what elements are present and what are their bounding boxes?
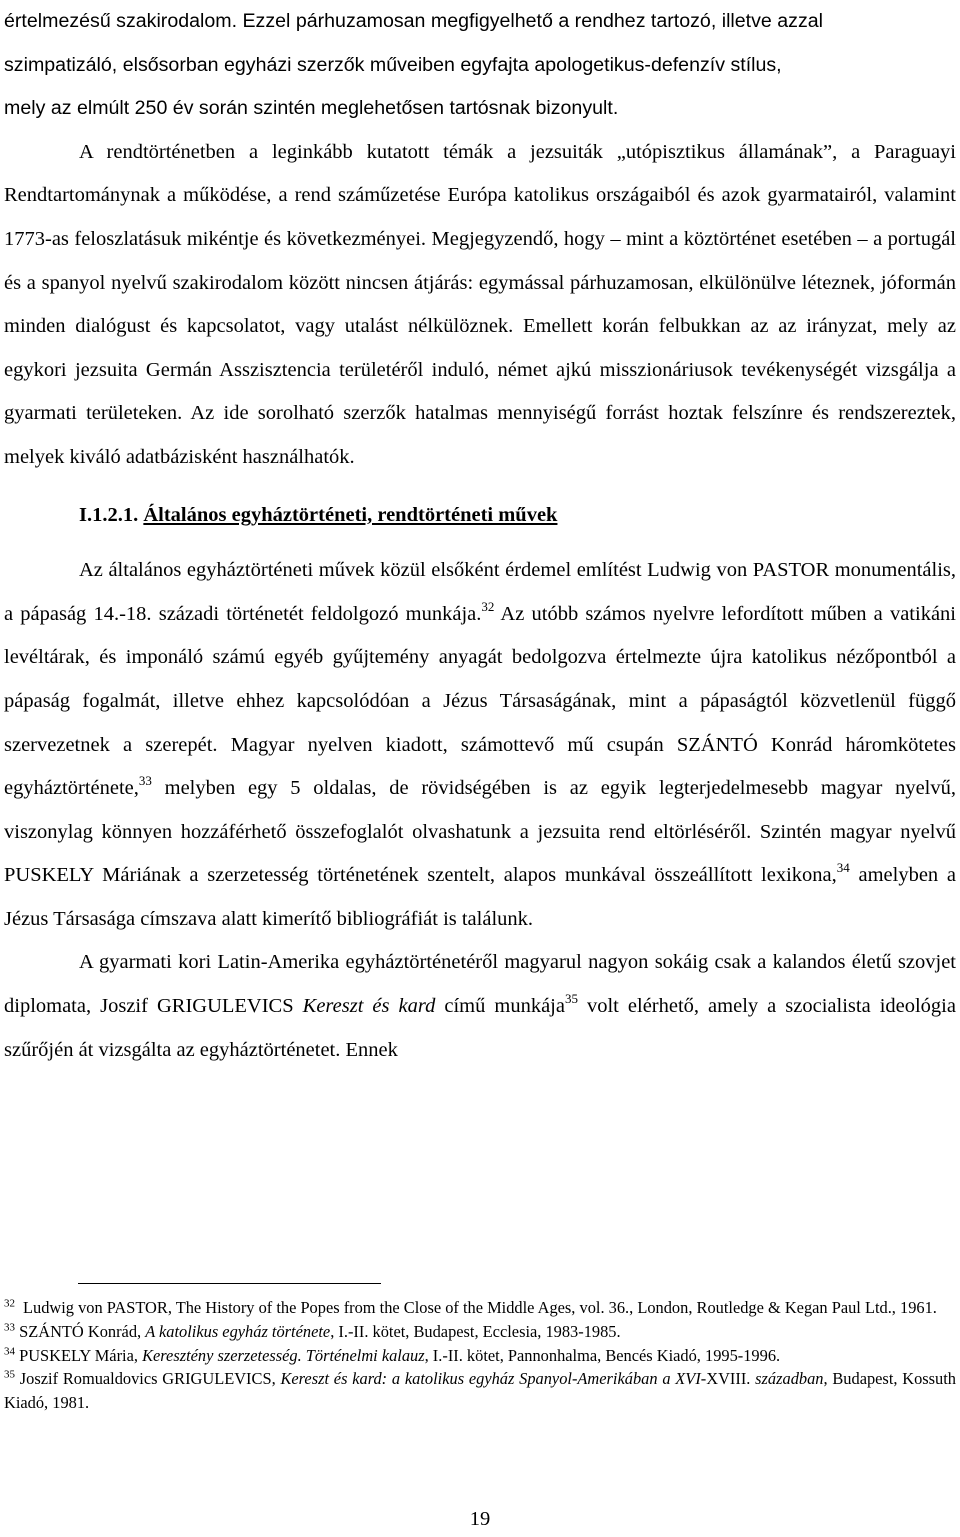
section-title: Általános egyháztörténeti, rendtörténeti művek — [143, 503, 558, 526]
footnote-number: 33 — [4, 1321, 15, 1334]
footnote-title-end: században — [755, 1369, 824, 1389]
paragraph-4 — [4, 941, 956, 1072]
paragraph-4-text-1: A gyarmati kori Latin-Amerika egyháztörténetéről magyarul nagyon sokáig csak a kalandos életű szovjet diplomata, Joszif GRIGULEVICS — [4, 951, 956, 1018]
footnote-title: Keresztény szerzetesség. Történelmi kalauz — [142, 1345, 425, 1365]
section-heading — [4, 494, 956, 538]
paragraph-1-line-1: értelmezésű szakirodalom. Ezzel párhuzamosan megfigyelhető a rendhez tartozó, illetve azzal — [4, 10, 823, 32]
footnote-ref-34[interactable]: 34 — [836, 860, 850, 876]
footnotes — [4, 1296, 956, 1415]
footnote-author: PUSKELY Mária, — [19, 1345, 143, 1365]
footnote-number: 34 — [4, 1345, 15, 1357]
footnote-author: Joszif Romualdovics GRIGULEVICS, — [19, 1369, 281, 1389]
body-text — [4, 0, 956, 1072]
footnote-text: Ludwig von PASTOR, The History of the Popes from the Close of the Middle Ages, vol. 36., London, Routledge & Kegan Paul Ltd., 1961. — [23, 1298, 937, 1317]
book-title: Kereszt és kard — [302, 995, 436, 1018]
footnote-ref-35[interactable]: 35 — [564, 990, 578, 1006]
paragraph-1-line-3: mely az elmúlt 250 év során szintén meglehetősen tartósnak bizonyult. — [4, 97, 619, 120]
footnote-32 — [4, 1296, 956, 1320]
footnote-publication: , Budapest, Kossuth Kiadó, 1981. — [4, 1369, 956, 1413]
footnote-title: A katolikus egyház története — [145, 1321, 331, 1341]
section-number: I.1.2.1. — [79, 503, 139, 526]
paragraph-4-text-2: című munkája — [435, 995, 565, 1018]
footnote-publication: , I.-II. kötet, Budapest, Ecclesia, 1983-1985. — [330, 1321, 621, 1341]
footnote-34 — [4, 1344, 956, 1368]
footnote-35 — [4, 1367, 956, 1415]
paragraph-4-text-3: volt elérhető, amely a szocialista ideológia szűrőjén át vizsgálta az egyháztörténetet. Ennek — [4, 995, 956, 1061]
paragraph-3-text-1: Az általános egyháztörténeti művek közül elsőként érdemel említést Ludwig von PASTOR monumentális, a pápaság 14.-18. századi történetét feldolgozó munkája. — [4, 559, 956, 625]
paragraph-1 — [4, 0, 956, 131]
page-number: 19 — [469, 1508, 491, 1530]
paragraph-3 — [4, 549, 956, 941]
footnote-title-roman: -XVIII. — [700, 1369, 756, 1389]
footnote-author: SZÁNTÓ Konrád, — [19, 1321, 146, 1341]
footnote-33 — [4, 1320, 956, 1344]
paragraph-3-text-4: amelyben a Jézus Társasága címszava alatt kimerítő bibliográfiát is találunk. — [4, 864, 956, 930]
paragraph-1-line-2: szimpatizáló, elsősorban egyházi szerzők műveiben egyfajta apologetikus-defenzív stílus, — [4, 53, 782, 76]
paragraph-3-text-3: melyben egy 5 oldalas, de rövidségében is az egyik legterjedelmesebb magyar nyelvű, viszonylag könnyen hozzáférhető összefoglalót olvashatunk a jezsuita rend eltörléséről. Szintén magyar nyelvű PUSKELY Máriának a szerzetesség történetének szentelt, alapos munkával összeállított lexikona, — [4, 777, 956, 887]
footnote-publication: , I.-II. kötet, Pannonhalma, Bencés Kiadó, 1995-1996. — [424, 1345, 781, 1365]
footnote-title: Kereszt és kard: a katolikus egyház Spanyol-Amerikában a XVI — [280, 1369, 701, 1389]
footnote-separator — [78, 1283, 381, 1284]
footnote-ref-33[interactable]: 33 — [138, 773, 152, 788]
paragraph-3-text-2: Az utóbb számos nyelvre lefordított műben a vatikáni levéltárak, és imponáló számú egyéb gyűjtemény anyagát bedolgozva értelmezte újra katolikus nézőpontból a pápaság fogalmát, illetve ehhez kapcsolódóan a Jézus Társaságának, mint a pápaságtól közvetlenül függő szervezetnek a szerepét. Magyar nyelven kiadott, számottevő mű csupán SZÁNTÓ Konrád háromkötetes egyháztörténete, — [4, 602, 956, 800]
footnote-number: 35 — [4, 1368, 15, 1381]
paragraph-2: A rendtörténetben a leginkább kutatott témák a jezsuiták „utópisztikus államának”, a Paraguayi Rendtartománynak a működése, a rend száműzetése Európa katolikus országaiból és azok gyarmatairól, valamint 1773-as feloszlatásuk mikéntje és következményei. Megjegyzendő, hogy – mint a köztörténet esetében – a portugál és a spanyol nyelvű szakirodalom között nincsen átjárás: egymással párhuzamosan, elkülönülve léteznek, jóformán minden dialógust és kapcsolatot, vagy utalást nélkülöznek. Emellett korán felbukkan az az irányzat, mely az egykori jezsuita Germán Asszisztencia területéről induló, német ajkú misszionáriusok tevékenységét vizsgálja a gyarmati területeken. Az ide sorolható szerzők hatalmas mennyiségű forrást hoztak felszínre és rendszereztek, melyek kiváló adatbázisként használhatók. — [4, 140, 956, 468]
footnote-ref-32[interactable]: 32 — [481, 598, 495, 614]
footnote-number: 32 — [4, 1297, 15, 1310]
